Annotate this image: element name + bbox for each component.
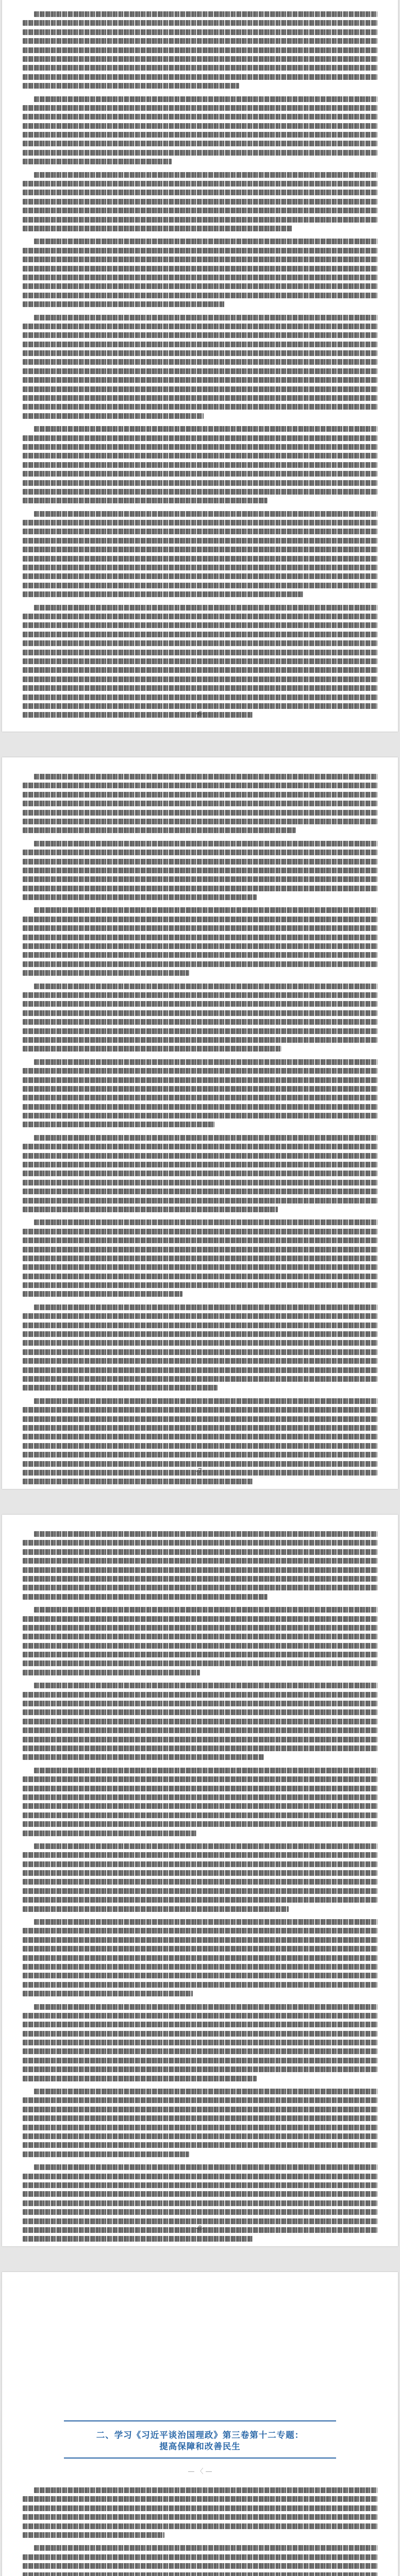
text-line <box>23 1625 377 1631</box>
text-line <box>23 1803 377 1809</box>
text-line <box>34 2487 377 2493</box>
text-line <box>23 2097 377 2103</box>
text-line <box>23 208 377 213</box>
text-line <box>23 1349 377 1355</box>
text-line <box>23 2151 189 2157</box>
text-line <box>23 1888 377 1894</box>
text-line <box>23 1670 200 1675</box>
text-line <box>23 1946 377 1952</box>
paragraph-gap <box>23 837 377 841</box>
text-line <box>23 2236 253 2242</box>
text-line <box>23 386 377 392</box>
text-line <box>23 283 377 289</box>
text-line <box>23 1367 377 1373</box>
text-line <box>23 1549 377 1555</box>
text-line <box>23 1340 377 1346</box>
text-line <box>23 2182 377 2188</box>
text-line <box>23 1001 377 1007</box>
text-line <box>23 2496 377 2502</box>
text-line <box>23 266 377 272</box>
text-line <box>23 413 204 419</box>
paragraph-gap <box>23 1215 377 1219</box>
paragraph-gap <box>23 1764 377 1768</box>
text-line <box>23 1719 377 1724</box>
text-line <box>23 1831 196 1836</box>
text-line <box>23 2174 377 2179</box>
paragraph-gap <box>23 2000 377 2004</box>
text-line <box>34 1135 377 1141</box>
text-line <box>23 1385 218 1391</box>
text-line <box>23 2523 377 2529</box>
paragraph-gap <box>23 234 377 239</box>
text-line <box>23 462 377 468</box>
text-line <box>23 2031 377 2037</box>
text-line <box>23 1754 264 1760</box>
text-line <box>23 74 377 80</box>
text-line <box>23 1189 377 1194</box>
text-line <box>23 342 377 347</box>
text-line <box>23 2572 377 2576</box>
text-line <box>23 583 377 588</box>
text-line <box>23 2125 377 2130</box>
text-line <box>23 1331 377 1337</box>
text-line <box>23 29 377 35</box>
text-line <box>34 1219 377 1225</box>
text-line <box>23 2076 257 2081</box>
text-line <box>23 1247 377 1252</box>
text-line <box>23 2107 377 2112</box>
text-line <box>23 1576 377 1582</box>
page-6 <box>2 0 398 732</box>
text-line <box>23 850 377 855</box>
text-line <box>23 2013 377 2019</box>
paragraph-gap <box>23 2483 377 2487</box>
page-8-body-text <box>23 1527 377 2242</box>
paragraph-gap <box>23 2541 377 2545</box>
text-line <box>23 1229 377 1234</box>
text-line <box>23 2191 377 2197</box>
text-line <box>23 83 239 89</box>
text-line <box>23 801 377 806</box>
text-line <box>23 1104 377 1110</box>
text-line <box>23 1812 377 1818</box>
text-line <box>23 2058 377 2063</box>
text-line <box>23 1010 377 1016</box>
text-line <box>23 676 377 682</box>
text-line <box>23 961 377 967</box>
text-line <box>23 694 377 700</box>
text-line <box>23 658 377 664</box>
text-line <box>34 1531 377 1537</box>
text-line <box>23 573 377 579</box>
text-line <box>23 1991 193 1996</box>
text-line <box>23 159 172 164</box>
text-line <box>23 2514 377 2520</box>
text-line <box>23 65 377 71</box>
text-line <box>23 123 377 129</box>
text-line <box>23 2142 377 2148</box>
text-line <box>23 2200 377 2206</box>
text-line <box>23 350 377 356</box>
text-line <box>23 650 377 655</box>
text-line <box>23 275 377 280</box>
text-line <box>34 239 377 244</box>
paragraph-gap <box>23 770 377 774</box>
paragraph-gap <box>23 311 377 315</box>
paragraph-gap <box>23 1131 377 1135</box>
text-line <box>23 1955 377 1961</box>
text-line <box>23 257 377 262</box>
text-line <box>23 1973 377 1978</box>
text-line <box>23 1416 377 1422</box>
text-line <box>23 640 377 646</box>
text-line <box>23 2209 377 2215</box>
text-line <box>23 1937 377 1943</box>
section-title <box>2 2430 398 2452</box>
text-line <box>23 556 377 562</box>
text-line <box>23 2115 377 2121</box>
text-line <box>23 332 377 338</box>
text-line <box>23 520 377 526</box>
text-line <box>23 480 377 486</box>
text-line <box>23 2554 377 2560</box>
text-line <box>23 1558 377 1564</box>
text-line <box>23 1077 377 1083</box>
ornament: — 〈 — <box>188 2468 212 2476</box>
text-line <box>23 810 377 816</box>
text-line <box>23 1358 377 1364</box>
text-line <box>23 1162 377 1167</box>
paragraph-gap <box>23 1679 377 1683</box>
text-line <box>23 1928 377 1934</box>
text-line <box>23 547 377 552</box>
section-title-line2: 提高保障和改善民生 <box>159 2442 241 2451</box>
text-line <box>23 2066 377 2072</box>
text-line <box>23 190 377 195</box>
text-line <box>23 1407 377 1413</box>
text-line <box>23 1425 377 1431</box>
text-line <box>23 1852 377 1858</box>
paragraph-gap <box>23 601 377 605</box>
text-line <box>23 565 377 570</box>
text-line <box>23 667 377 673</box>
text-line <box>23 1122 214 1127</box>
paragraph-gap <box>23 979 377 984</box>
text-line <box>23 783 377 788</box>
page-7-body-text <box>23 770 377 1484</box>
text-line <box>23 1171 377 1176</box>
text-line <box>23 868 377 873</box>
text-line <box>23 293 377 298</box>
text-line <box>34 774 377 779</box>
text-line <box>23 2532 164 2538</box>
text-line <box>34 1919 377 1925</box>
text-line <box>23 47 377 53</box>
text-line <box>23 1727 377 1733</box>
text-line <box>23 1737 377 1742</box>
paragraph-gap <box>23 1527 377 1531</box>
paragraph-gap <box>23 903 377 907</box>
paragraph-gap <box>23 1394 377 1398</box>
text-line <box>23 1264 377 1270</box>
text-line <box>23 453 377 459</box>
text-line <box>23 538 377 544</box>
text-line <box>23 1660 377 1666</box>
paragraph-gap <box>23 1055 377 1059</box>
text-line <box>23 1540 377 1546</box>
text-line <box>23 1616 377 1622</box>
text-line <box>23 1046 281 1052</box>
page-8 <box>2 1515 398 2246</box>
text-line <box>23 1282 377 1288</box>
text-line <box>23 1794 377 1800</box>
text-line <box>23 925 377 931</box>
text-line <box>23 1567 377 1573</box>
text-line <box>23 38 377 44</box>
page-number: -8- <box>196 2225 204 2232</box>
text-line <box>23 248 377 253</box>
text-line <box>23 917 377 922</box>
text-line <box>23 876 377 882</box>
text-line <box>34 984 377 989</box>
text-line <box>23 2022 377 2027</box>
text-line <box>23 1019 377 1025</box>
text-line <box>34 172 377 178</box>
paragraph-gap <box>23 2084 377 2089</box>
text-line <box>23 1701 377 1706</box>
paragraph-gap <box>23 422 377 426</box>
text-line <box>23 992 377 998</box>
text-line <box>34 96 377 102</box>
text-line <box>23 435 377 441</box>
text-line <box>34 2089 377 2094</box>
text-line <box>23 970 189 976</box>
text-line <box>23 1982 377 1988</box>
text-line <box>23 1238 377 1243</box>
text-line <box>34 1843 377 1849</box>
paragraph-gap <box>23 2160 377 2164</box>
text-line <box>23 859 377 865</box>
text-line <box>23 529 377 534</box>
paragraph-gap <box>23 1603 377 1607</box>
text-line <box>23 1594 268 1600</box>
text-line <box>23 404 377 410</box>
text-line <box>23 301 225 307</box>
paragraph-gap <box>23 1915 377 1919</box>
text-line <box>34 1683 377 1688</box>
text-line <box>23 1776 377 1782</box>
text-line <box>23 894 257 900</box>
text-line <box>23 324 377 329</box>
text-line <box>23 622 377 628</box>
text-line <box>23 1207 278 1212</box>
text-line <box>23 2048 377 2054</box>
text-line <box>23 105 377 111</box>
text-line <box>23 1144 377 1149</box>
text-line <box>34 1304 377 1310</box>
text-line <box>23 1376 377 1382</box>
page-7 <box>2 757 398 1489</box>
text-line <box>23 1964 377 1970</box>
section-divider-bottom <box>64 2458 336 2459</box>
text-line <box>34 841 377 846</box>
page-number: -7- <box>196 1467 204 1475</box>
page-6-body-text <box>23 7 377 718</box>
text-line <box>23 498 268 503</box>
text-line <box>23 1786 377 1791</box>
text-line <box>34 605 377 611</box>
paragraph-gap <box>23 7 377 11</box>
text-line <box>23 1095 377 1100</box>
text-line <box>23 1291 182 1297</box>
section-divider-top <box>64 2420 336 2421</box>
text-line <box>23 1198 377 1204</box>
text-line <box>34 907 377 913</box>
text-line <box>23 1313 377 1319</box>
text-line <box>23 1113 377 1118</box>
text-line <box>23 114 377 120</box>
text-line <box>23 150 377 156</box>
text-line <box>23 614 377 619</box>
text-line <box>23 2133 377 2139</box>
text-line <box>34 2164 377 2170</box>
text-line <box>23 2505 377 2511</box>
text-line <box>23 1906 289 1912</box>
text-line <box>23 935 377 940</box>
text-line <box>23 1821 377 1827</box>
text-line <box>23 56 377 62</box>
text-line <box>23 2563 377 2569</box>
text-line <box>34 2545 377 2551</box>
text-line <box>23 489 377 495</box>
text-line <box>23 1479 253 1484</box>
text-line <box>34 1768 377 1773</box>
text-line <box>23 1897 377 1903</box>
text-line <box>23 1153 377 1159</box>
text-line <box>23 1652 377 1657</box>
text-line <box>23 703 377 709</box>
text-line <box>34 426 377 432</box>
text-line <box>23 792 377 798</box>
paragraph-gap <box>23 1839 377 1843</box>
text-line <box>23 377 377 383</box>
text-line <box>23 827 296 833</box>
text-line <box>23 1323 377 1328</box>
text-line <box>23 226 292 231</box>
text-line <box>23 20 377 26</box>
text-line <box>23 1861 377 1867</box>
text-line <box>23 1634 377 1639</box>
text-line <box>23 1870 377 1876</box>
paragraph-gap <box>23 92 377 96</box>
text-line <box>23 1461 377 1467</box>
text-line <box>23 943 377 949</box>
text-line <box>23 132 377 138</box>
text-line <box>23 368 377 374</box>
text-line <box>23 444 377 450</box>
paragraph-gap <box>23 507 377 511</box>
page-number: -6- <box>196 710 204 717</box>
text-line <box>23 1028 377 1034</box>
text-line <box>23 1434 377 1439</box>
text-line <box>23 591 303 597</box>
text-line <box>23 1692 377 1698</box>
text-line <box>23 359 377 365</box>
text-line <box>23 1086 377 1092</box>
text-line <box>23 1037 377 1043</box>
text-line <box>23 1879 377 1885</box>
text-line <box>23 1745 377 1751</box>
text-line <box>23 886 377 891</box>
page-9-body-text <box>23 2483 377 2576</box>
paragraph-gap <box>23 168 377 172</box>
text-line <box>23 1274 377 1279</box>
text-line <box>23 199 377 205</box>
text-line <box>34 2004 377 2010</box>
text-line <box>23 819 377 824</box>
text-line <box>23 181 377 187</box>
text-line <box>23 632 377 637</box>
paragraph-gap <box>23 1300 377 1304</box>
text-line <box>23 217 377 223</box>
text-line <box>34 511 377 517</box>
text-line <box>23 395 377 401</box>
text-line <box>23 685 377 691</box>
text-line <box>34 11 377 17</box>
text-line <box>34 1059 377 1065</box>
text-line <box>23 1452 377 1458</box>
text-line <box>23 471 377 477</box>
text-line <box>23 1443 377 1449</box>
text-line <box>23 1643 377 1649</box>
text-line <box>23 141 377 146</box>
text-line <box>23 952 377 958</box>
text-line <box>23 1256 377 1261</box>
text-line <box>23 1068 377 1074</box>
text-line <box>34 315 377 320</box>
text-line <box>23 2040 377 2045</box>
page-9 <box>2 2272 398 2576</box>
text-line <box>23 1585 377 1590</box>
text-line <box>23 1180 377 1185</box>
text-line <box>34 1398 377 1404</box>
text-line <box>23 1709 377 1715</box>
text-line <box>23 2218 377 2224</box>
section-title-line1: 二、学习《习近平谈治国理政》第三卷第十二专题： <box>96 2430 304 2440</box>
text-line <box>34 1607 377 1613</box>
